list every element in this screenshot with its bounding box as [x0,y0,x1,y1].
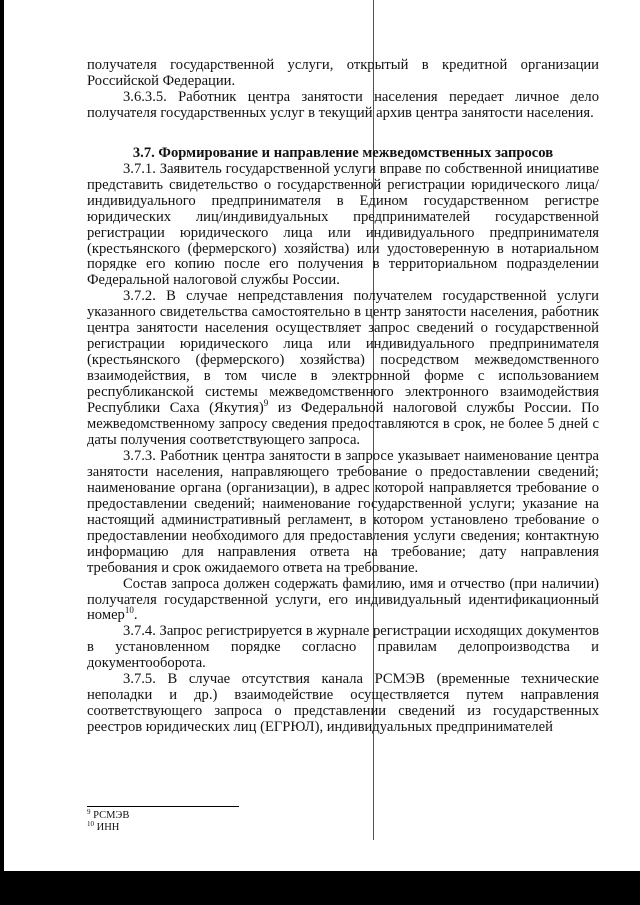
footnote-ref-10: 10 [124,605,134,616]
paragraph-continuation: получателя государственной услуги, открытый в кредитной организации Российской Федерации. [87,57,599,89]
footnote-9: $^9$ РСМЭВ [87,808,130,821]
paragraph-3-7-5: 3.7.5. В случае отсутствия канала РСМЭВ (временные технические неполадки и др.) взаимодействие осуществляется путем направления соответствующего запроса о представлении сведений из государственных реестров юридических лиц (ЕГРЮЛ), индивидуальных предпринимателей [87,671,599,736]
paragraph-3-7-2: 3.7.2. В случае непредставления получателем государственной услуги указанного свидетельства самостоятельно в центр занятости населения, работник центра занятости населения осуществляет запрос сведений о государственной регистрации юридического лица или индивидуального предпринимателя (крестьянского (фермерского) хозяйства) посредством межведомственного взаимодействия, в том числе в электронной форме с использованием республиканской системы межведомственного электронного взаимодействия Республики Саха (Якутия)$^9$ из Федеральной налоговой службы России. По межведомственному запросу сведения предоставляются в срок, не более 5 дней с даты получения соответствующего запроса. [87,288,599,448]
footnote-separator [87,806,239,807]
footnote-10: $^{10}$ ИНН [87,820,120,833]
paragraph-3-7-4: 3.7.4. Запрос регистрируется в журнале регистрации исходящих документов в установленном порядке согласно правилам делопроизводства и документооборота. [87,623,599,672]
document-body [87,58,599,736]
footnote-ref-9: 9 [263,398,269,409]
paragraph-request-contents: Состав запроса должен содержать фамилию, имя и отчество (при наличии) получателя государственной услуги, его индивидуальный идентификационный номер$^{10}$. [87,575,599,624]
scan-edge [0,0,4,905]
scan-bottom-border [0,871,640,905]
footnotes [87,810,129,834]
paragraph-3-7-3: 3.7.3. Работник центра занятости в запросе указывает наименование центра занятости населения, направляющего требование о предоставлении сведений; наименование органа (организации), в адрес которой направляется требование о предоставлении сведений; наименование государственной услуги; указание на настоящий административный регламент, в котором установлено требование о предоставлении необходимого для предоставления услуги сведения; контактную информацию для направления ответа на требование; дату направления требования и срок ожидаемого ответа на требование. [87,447,599,576]
paragraph-3-6-3-5: 3.6.3.5. Работник центра занятости населения передает личное дело получателя государственных услуг в текущий архив центра занятости населения. [87,88,599,121]
section-heading-3-7: 3.7. Формирование и направление межведомственных запросов [132,144,554,161]
paragraph-3-7-1: 3.7.1. Заявитель государственной услуги вправе по собственной инициативе представить свидетельство о государственной регистрации юридического лица/индивидуального предпринимателя в Едином государственном регистре юридических лиц/индивидуальных предпринимателей государственной регистрации юридического лица или индивидуального предпринимателя (крестьянского (фермерского) хозяйства) или удостоверенную в нотариальном порядке его копию после его получения в территориальном подразделении Федеральной налоговой службы России. [87,160,599,289]
